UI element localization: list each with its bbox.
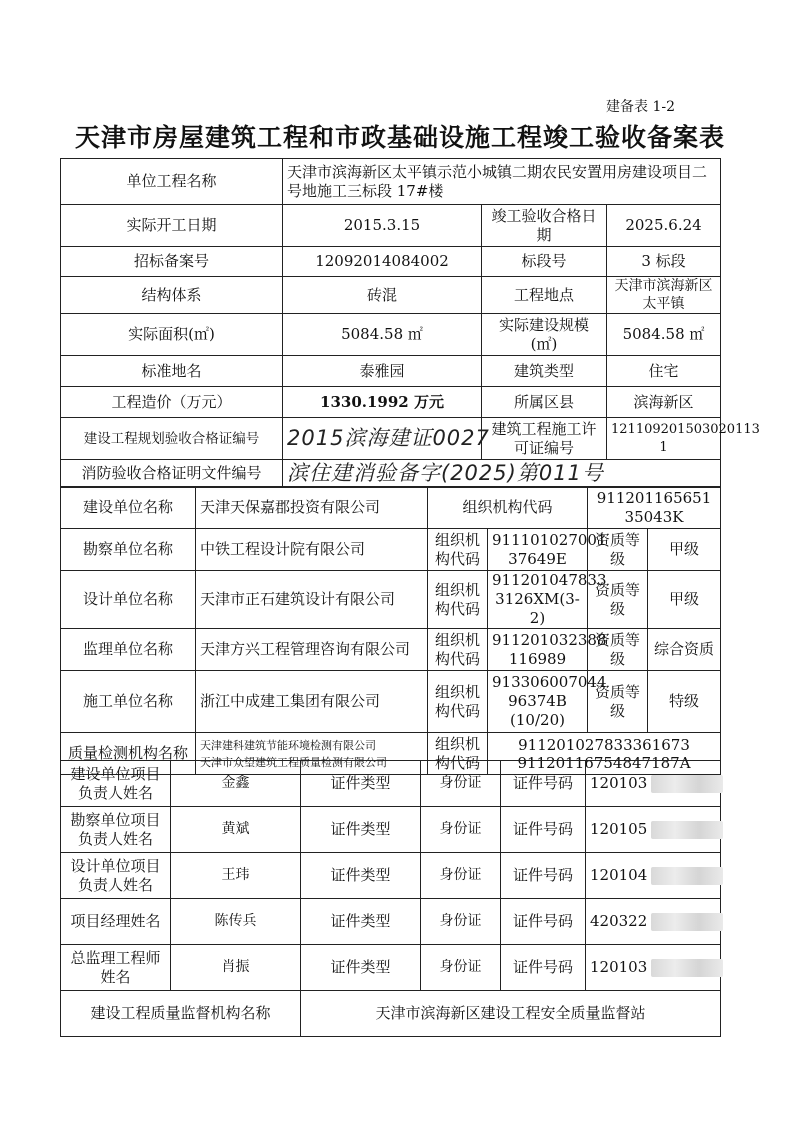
cert-no-label: 证件号码	[501, 853, 586, 899]
contractor-label: 施工单位名称	[61, 671, 196, 733]
person-row	[61, 761, 721, 807]
person-role: 勘察单位项目负责人姓名	[61, 807, 171, 853]
design-code-label: 组织机构代码	[428, 571, 488, 629]
testing-name-1: 天津建科建筑节能环境检测有限公司	[200, 738, 376, 752]
builder-label: 建设单位名称	[61, 487, 196, 529]
contractor-name: 浙江中成建工集团有限公司	[196, 671, 428, 733]
planning-cert-label: 建设工程规划验收合格证编号	[61, 418, 283, 460]
cert-no-value	[586, 853, 721, 899]
district-label: 所属区县	[482, 387, 607, 418]
permit-label: 建筑工程施工许可证编号	[482, 418, 607, 460]
supervision-value: 天津市滨海新区建设工程安全质量监督站	[301, 991, 721, 1037]
person-name: 肖振	[171, 945, 301, 991]
start-date-value: 2015.3.15	[283, 205, 482, 247]
id-number-prefix: 120105	[590, 820, 648, 838]
builder-code-label: 组织机构代码	[428, 487, 588, 529]
section-no-label: 标段号	[482, 247, 607, 277]
person-role: 项目经理姓名	[61, 899, 171, 945]
contractor-qual: 特级	[648, 671, 721, 733]
people-table	[60, 760, 721, 1037]
person-name: 黄斌	[171, 807, 301, 853]
start-date-label: 实际开工日期	[61, 205, 283, 247]
cert-type-value: 身份证	[421, 807, 501, 853]
contractor-qual-label: 资质等级	[588, 671, 648, 733]
cost-label: 工程造价（万元）	[61, 387, 283, 418]
cert-type-label: 证件类型	[301, 807, 421, 853]
redacted-id-blur	[651, 913, 723, 931]
cert-no-label: 证件号码	[501, 945, 586, 991]
supervisor-code: 911201032388 116989	[488, 629, 588, 671]
accept-date-label: 竣工验收合格日期	[482, 205, 607, 247]
place-name-label: 标准地名	[61, 356, 283, 387]
structure-label: 结构体系	[61, 277, 283, 314]
location-value: 天津市滨海新区太平镇	[607, 277, 721, 314]
district-value: 滨海新区	[607, 387, 721, 418]
cert-no-value	[586, 899, 721, 945]
cert-no-value	[586, 807, 721, 853]
builder-name: 天津天保嘉郡投资有限公司	[196, 487, 428, 529]
design-name: 天津市正石建筑设计有限公司	[196, 571, 428, 629]
location-label: 工程地点	[482, 277, 607, 314]
builder-code: 911201165651 35043K	[588, 487, 721, 529]
redacted-id-blur	[651, 775, 723, 793]
scale-label: 实际建设规模(㎡)	[482, 314, 607, 356]
planning-cert-value: 2015滨海建证0027	[283, 418, 482, 460]
cert-no-label: 证件号码	[501, 807, 586, 853]
cert-type-label: 证件类型	[301, 853, 421, 899]
unit-name-value: 天津市滨海新区太平镇示范小城镇二期农民安置用房建设项目二号地施工三标段 17#楼	[283, 159, 721, 205]
survey-name: 中铁工程设计院有限公司	[196, 529, 428, 571]
person-name: 王玮	[171, 853, 301, 899]
cert-type-value: 身份证	[421, 853, 501, 899]
supervisor-name: 天津方兴工程管理咨询有限公司	[196, 629, 428, 671]
supervisor-qual-label: 资质等级	[588, 629, 648, 671]
survey-code: 911101027001 37649E	[488, 529, 588, 571]
id-number-prefix: 120104	[590, 866, 648, 884]
person-row	[61, 853, 721, 899]
person-row	[61, 945, 721, 991]
testing-code-2: 91120116754847187A	[517, 753, 691, 772]
scale-value: 5084.58 ㎡	[607, 314, 721, 356]
bid-no-label: 招标备案号	[61, 247, 283, 277]
supervisor-qual: 综合资质	[648, 629, 721, 671]
survey-label: 勘察单位名称	[61, 529, 196, 571]
person-role: 总监理工程师姓名	[61, 945, 171, 991]
cert-no-label: 证件号码	[501, 761, 586, 807]
cert-no-value	[586, 945, 721, 991]
design-label: 设计单位名称	[61, 571, 196, 629]
redacted-id-blur	[651, 959, 723, 977]
person-name: 金鑫	[171, 761, 301, 807]
person-row	[61, 899, 721, 945]
id-number-prefix: 120103	[590, 958, 648, 976]
contractor-code-label: 组织机构代码	[428, 671, 488, 733]
structure-value: 砖混	[283, 277, 482, 314]
person-role: 建设单位项目负责人姓名	[61, 761, 171, 807]
design-qual-label: 资质等级	[588, 571, 648, 629]
supervision-label: 建设工程质量监督机构名称	[61, 991, 301, 1037]
testing-name-2: 天津市众望建筑工程质量检测有限公司	[200, 755, 387, 769]
cert-type-label: 证件类型	[301, 945, 421, 991]
form-code: 建备表 1-2	[606, 99, 675, 115]
area-label: 实际面积(㎡)	[61, 314, 283, 356]
fire-cert-label: 消防验收合格证明文件编号	[61, 460, 283, 488]
id-number-prefix: 120103	[590, 774, 648, 792]
supervisor-label: 监理单位名称	[61, 629, 196, 671]
unit-name-label: 单位工程名称	[61, 159, 283, 205]
supervisor-code-label: 组织机构代码	[428, 629, 488, 671]
survey-qual-label: 资质等级	[588, 529, 648, 571]
accept-date-value: 2025.6.24	[607, 205, 721, 247]
redacted-id-blur	[651, 867, 723, 885]
testing-label: 质量检测机构名称	[61, 733, 196, 775]
survey-qual: 甲级	[648, 529, 721, 571]
section-no-value: 3 标段	[607, 247, 721, 277]
cert-no-value	[586, 761, 721, 807]
cert-type-label: 证件类型	[301, 899, 421, 945]
building-type-value: 住宅	[607, 356, 721, 387]
project-info-table	[60, 158, 760, 488]
area-value: 5084.58 ㎡	[283, 314, 482, 356]
page-title: 天津市房屋建筑工程和市政基础设施工程竣工验收备案表	[74, 123, 725, 152]
cert-type-value: 身份证	[421, 899, 501, 945]
person-row	[61, 807, 721, 853]
cert-type-value: 身份证	[421, 945, 501, 991]
organizations-table	[60, 486, 721, 775]
testing-code-label: 组织机构代码	[428, 733, 488, 775]
design-code: 911201047833 3126XM(3-2)	[488, 571, 588, 629]
place-name-value: 泰雅园	[283, 356, 482, 387]
testing-code-1: 91120102783336167​3	[518, 735, 690, 754]
redacted-id-blur	[651, 821, 723, 839]
building-type-label: 建筑类型	[482, 356, 607, 387]
cert-type-label: 证件类型	[301, 761, 421, 807]
cost-value: 1330.1992 万元	[283, 387, 482, 418]
person-role: 设计单位项目负责人姓名	[61, 853, 171, 899]
permit-value: 121109201503020113​1	[607, 418, 721, 460]
survey-code-label: 组织机构代码	[428, 529, 488, 571]
fire-cert-value: 滨住建消验备字(2025)第011号	[283, 460, 721, 488]
cert-no-label: 证件号码	[501, 899, 586, 945]
id-number-prefix: 420322	[590, 912, 648, 930]
person-name: 陈传兵	[171, 899, 301, 945]
design-qual: 甲级	[648, 571, 721, 629]
contractor-code: 913306007044 96374B (10/20)	[488, 671, 588, 733]
bid-no-value: 12092014084002	[283, 247, 482, 277]
cert-type-value: 身份证	[421, 761, 501, 807]
